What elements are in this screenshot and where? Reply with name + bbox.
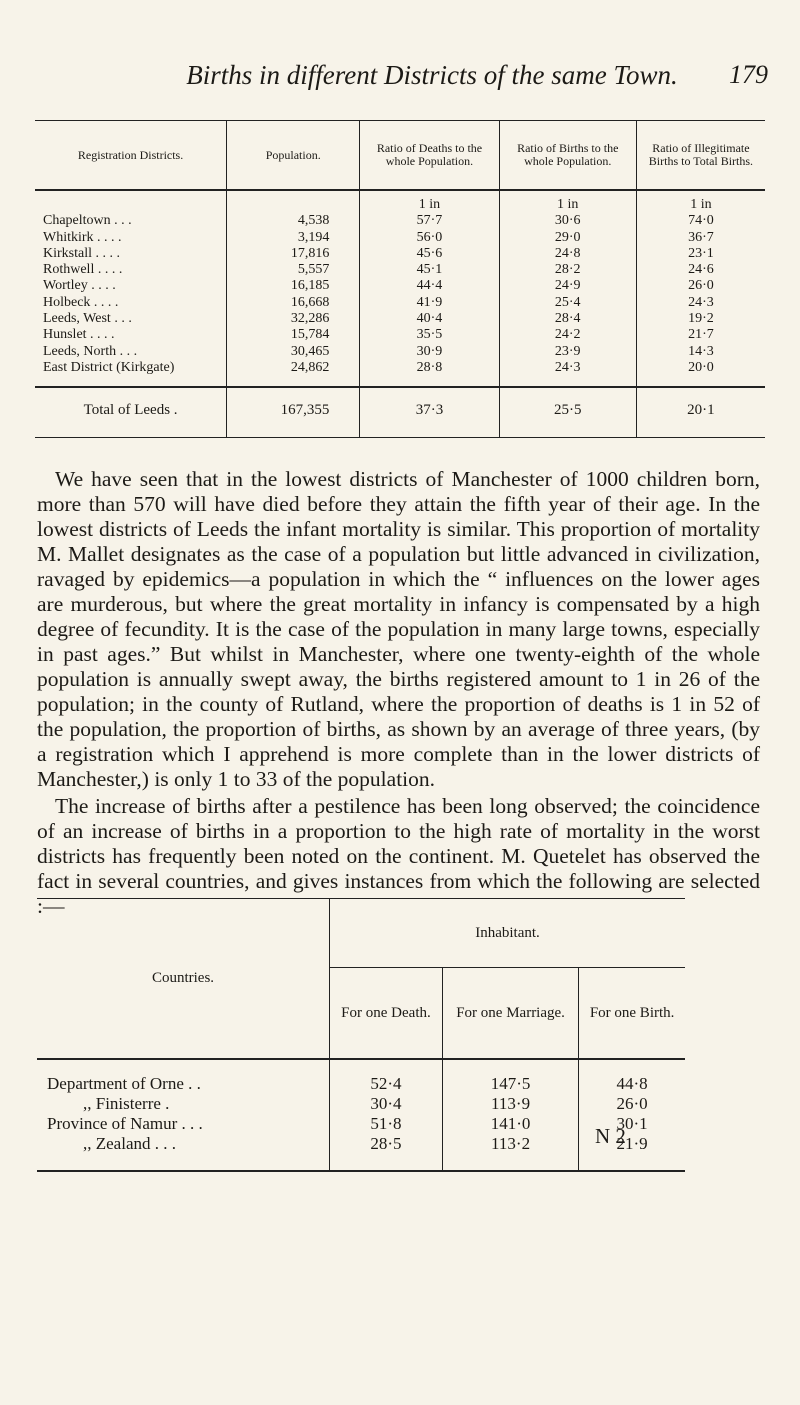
col-header-deaths: Ratio of Deaths to the whole Population. [360,121,499,191]
marriage-value: 147·5 [490,1074,531,1093]
ratio-unit: 1 in [690,197,712,212]
col-header-birth: For one Birth. [579,968,685,1060]
running-title: Births in different Districts of the same Town. [186,60,678,90]
total-label: Total of Leeds . [35,387,227,437]
deaths-column [360,190,499,387]
population-value: 4,538 [297,213,330,229]
country-column [37,1059,330,1171]
illegitimate-value: 36·7 [688,229,714,245]
district-name: East District (Kirkgate) [43,359,175,375]
country-name: Province of Namur . . . [47,1114,203,1133]
total-row [35,387,765,437]
country-name: Department of Orne . . [47,1074,201,1093]
births-value: 24·9 [554,278,581,294]
ratio-unit: 1 in [418,197,441,212]
table-body-row [35,190,765,387]
illegitimate-value: 14·3 [688,343,714,359]
death-value: 51·8 [370,1114,402,1133]
death-value: 52·4 [370,1074,402,1093]
col-header-births: Ratio of Births to the whole Population. [499,121,636,191]
deaths-value: 45·1 [416,262,443,278]
total-population: 167,355 [227,387,360,437]
population-column [227,190,360,387]
birth-value: 21·9 [616,1134,648,1153]
district-name: Hunslet . . . . [43,327,115,343]
col-header-death: For one Death. [330,968,443,1060]
ratio-unit: 1 in [557,197,579,212]
death-column [330,1059,443,1171]
total-deaths: 37·3 [360,387,499,437]
deaths-value: 28·8 [416,359,443,375]
births-value: 29·0 [554,229,581,245]
table-header-row [37,899,685,968]
population-value: 16,185 [290,278,330,294]
district-column [35,190,227,387]
district-name: Kirkstall . . . . [43,245,120,261]
col-header-marriage: For one Marriage. [442,968,578,1060]
population-value: 16,668 [290,294,330,310]
district-name: Leeds, North . . . [43,343,138,359]
district-name: Whitkirk . . . . [43,229,122,245]
table-header-row [35,121,765,191]
illegitimate-value: 74·0 [688,213,714,229]
paragraph: The increase of births after a pestilence has been long observed; the coincidence of an increase of births in a proportion to the high rate of mortality in the worst districts has frequently been noted on the continent. M. Quetelet has observed the fact in several countries, and gives instances from which the following are selected :— [37,794,760,918]
deaths-value: 40·4 [416,311,443,327]
birth-column [579,1059,685,1171]
births-value: 24·2 [554,327,581,343]
death-value: 30·4 [370,1094,402,1113]
population-value: 24,862 [290,359,330,375]
births-value: 28·2 [554,262,581,278]
births-value: 24·8 [554,245,581,261]
col-header-district: Registration Districts. [35,121,227,191]
total-births: 25·5 [499,387,636,437]
births-column [499,190,636,387]
total-illegitimate: 20·1 [636,387,765,437]
deaths-value: 30·9 [416,343,443,359]
signature-mark: N 2 [595,1124,626,1148]
deaths-value: 44·4 [416,278,443,294]
marriage-value: 141·0 [490,1114,531,1133]
births-value: 28·4 [554,311,581,327]
population-value: 5,557 [297,262,330,278]
district-name: Rothwell . . . . [43,262,123,278]
birth-value: 44·8 [616,1074,648,1093]
district-name: Wortley . . . . [43,278,116,294]
illegitimate-column [636,190,765,387]
population-value: 30,465 [290,343,330,359]
death-value: 28·5 [370,1134,402,1153]
population-value: 17,816 [290,245,330,261]
population-value: 3,194 [297,229,330,245]
illegitimate-value: 24·3 [688,294,714,310]
deaths-value: 41·9 [416,294,443,310]
illegitimate-value: 19·2 [688,311,714,327]
deaths-value: 56·0 [416,229,443,245]
marriage-value: 113·9 [491,1094,531,1113]
illegitimate-value: 20·0 [688,359,714,375]
country-name: ,, Zealand . . . [83,1134,176,1153]
col-header-population: Population. [227,121,360,191]
births-value: 24·3 [554,359,581,375]
district-name: Holbeck . . . . [43,294,119,310]
illegitimate-value: 24·6 [688,262,714,278]
running-header [112,56,768,96]
births-value: 30·6 [554,213,581,229]
deaths-value: 57·7 [416,213,443,229]
illegitimate-value: 26·0 [688,278,714,294]
paragraph: We have seen that in the lowest districts of Manchester of 1000 children born, more than 570 will have died before they attain the fifth year of their age. In the lowest districts of Leeds the infant mortality is similar. This proportion of mortality M. Mallet designates as the case of a population but little advanced in civilization, ravaged by epidemics—a population in which the “ influences on the lower ages are murderous, but where the great mortality in infancy is compensated by a high degree of fecundity. It is the case of the population in many large towns, especially in past ages.” But whilst in Manchester, where one twenty-eighth of the whole population is annually swept away, the births registered amount to 1 in 26 of the population; in the county of Rutland, where the proportion of deaths is 1 in 52 of the population, the proportion of births, as shown by an average of three years, (by a registration which I apprehend is more complete than in the lower districts of Manchester,) is only 1 to 33 of the population. [37,467,760,791]
col-group-inhabitant: Inhabitant. [330,899,686,968]
page-number: 179 [729,60,768,89]
col-header-illegitimate: Ratio of Illegitimate Births to Total Births. [636,121,765,191]
district-name: Chapeltown . . . [43,213,132,229]
marriage-value: 113·2 [491,1134,531,1153]
illegitimate-value: 23·1 [688,245,714,261]
births-value: 23·9 [554,343,581,359]
marriage-column [442,1059,578,1171]
table-body-row [37,1059,685,1171]
countries-table [37,898,685,1172]
deaths-value: 35·5 [416,327,443,343]
leeds-districts-table [35,120,765,438]
population-value: 15,784 [290,327,330,343]
illegitimate-value: 21·7 [688,327,714,343]
population-value: 32,286 [290,311,330,327]
births-value: 25·4 [554,294,581,310]
district-name: Leeds, West . . . [43,311,132,327]
birth-value: 30·1 [616,1114,648,1133]
deaths-value: 45·6 [416,245,443,261]
col-header-countries: Countries. [37,899,330,1060]
body-text [37,467,760,919]
country-name: ,, Finisterre . [83,1094,170,1113]
birth-value: 26·0 [616,1094,648,1113]
